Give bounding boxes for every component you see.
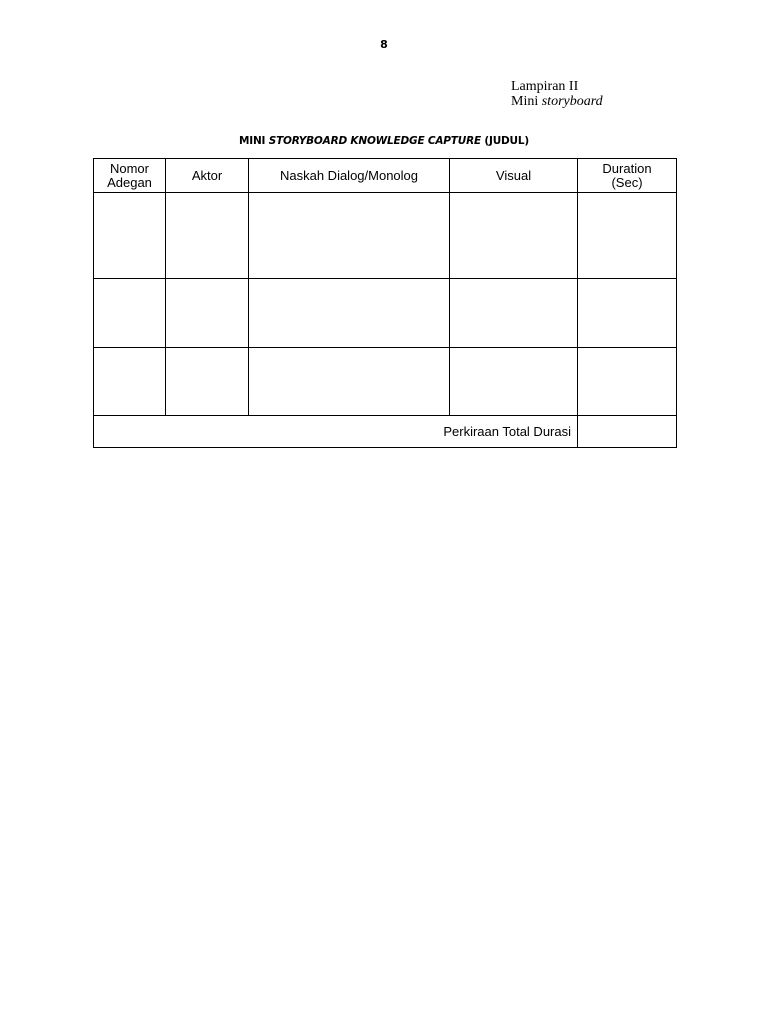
header-nomor-adegan: Nomor Adegan [94,159,166,193]
attachment-subtitle-italic: storyboard [541,94,603,109]
cell-visual[interactable] [450,193,578,279]
cell-aktor[interactable] [166,348,249,416]
cell-duration[interactable] [578,279,677,348]
table-row [94,193,677,279]
cell-duration[interactable] [578,193,677,279]
cell-nomor[interactable] [94,193,166,279]
table-row [94,279,677,348]
title-italic: STORYBOARD KNOWLEDGE CAPTURE [268,135,481,147]
table-header-row [94,159,677,193]
cell-visual[interactable] [450,279,578,348]
cell-visual[interactable] [450,348,578,416]
cell-aktor[interactable] [166,193,249,279]
total-row [94,416,677,448]
cell-aktor[interactable] [166,279,249,348]
header-visual: Visual [450,159,578,193]
title-prefix: MINI [239,135,269,147]
attachment-subtitle [511,94,603,109]
page-number: 8 [380,38,388,51]
cell-nomor[interactable] [94,348,166,416]
cell-naskah[interactable] [249,348,450,416]
header-duration: Duration (Sec) [578,159,677,193]
title-suffix: (JUDUL) [480,135,529,147]
attachment-label [511,79,603,109]
attachment-title: Lampiran II [511,79,579,94]
table-row [94,348,677,416]
cell-naskah[interactable] [249,279,450,348]
header-aktor: Aktor [166,159,249,193]
attachment-subtitle-prefix: Mini [511,94,542,109]
document-title [0,135,768,147]
total-duration-value[interactable] [578,416,677,448]
cell-nomor[interactable] [94,279,166,348]
total-duration-label: Perkiraan Total Durasi [94,416,578,448]
storyboard-table [93,158,677,448]
cell-naskah[interactable] [249,193,450,279]
cell-duration[interactable] [578,348,677,416]
header-naskah: Naskah Dialog/Monolog [249,159,450,193]
